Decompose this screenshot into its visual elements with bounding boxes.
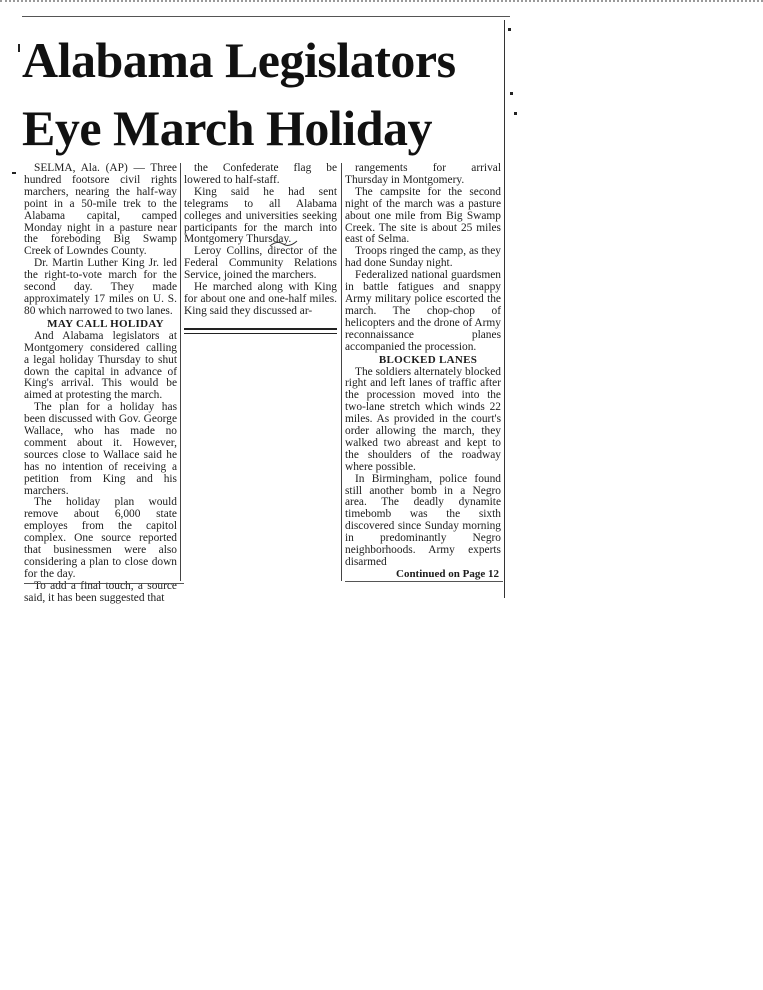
pen-mark xyxy=(269,238,299,248)
margin-mark xyxy=(510,92,513,95)
column-end-rule xyxy=(184,328,337,334)
paragraph: Federalized national guardsmen in battle fatigues and snappy Army military police escorted the march. The chop-chop of helicopters and the drone of Army reconnaissance planes accompanied the procession. xyxy=(345,269,501,353)
clipping-right-border xyxy=(504,20,505,598)
article-column-1 xyxy=(24,163,177,605)
clipping-bottom-rule xyxy=(24,583,184,584)
paragraph: rangements for arrival Thursday in Montgomery. xyxy=(345,162,501,186)
subheading: BLOCKED LANES xyxy=(378,353,478,366)
paragraph: He marched along with King for about one and one-half miles. King said they discussed ar- xyxy=(184,281,337,317)
paragraph: The soldiers alternately blocked right and left lanes of traffic after the procession moved into the two-lane stretch which winds 22 miles. As provided in the court's order allowing the march, they walked two abreast and kept to the shoulders of the roadway where possible. xyxy=(345,365,501,473)
margin-mark xyxy=(514,112,517,115)
subheading: MAY CALL HOLIDAY xyxy=(47,317,164,330)
paragraph: And Alabama legislators at Montgomery considered calling a legal holiday Thursday to shut down the capital in advance of King's arrival. This would be aimed at protesting the march. xyxy=(24,329,177,402)
margin-mark xyxy=(508,28,511,31)
paragraph: The campsite for the second night of the march was a pasture about one mile from Big Swamp Creek. The site is about 25 miles east of Selma. xyxy=(345,185,501,246)
article-headline xyxy=(22,26,502,162)
headline-line-1: Alabama Legislators xyxy=(22,32,456,88)
paragraph: In Birmingham, police found still another bomb in a Negro area. The deadly dynamite timebomb was the sixth discovered since Sunday morning in predominantly Negro neighborhoods. Army experts disarmed xyxy=(345,472,501,568)
paragraph: Dr. Martin Luther King Jr. led the right-to-vote march for the second day. They made approximately 17 miles on U. S. 80 which narrowed to two lanes. xyxy=(24,257,177,317)
paragraph: the Confederate flag be lowered to half-staff. xyxy=(184,162,337,186)
article-column-3 xyxy=(345,163,501,581)
paragraph: Troops ringed the camp, as they had done Sunday night. xyxy=(345,245,501,270)
continued-on-page: Continued on Page 12 xyxy=(396,567,499,580)
column-divider xyxy=(180,163,181,581)
headline-line-2: Eye March Holiday xyxy=(22,100,433,156)
margin-mark xyxy=(18,44,20,52)
paragraph: Leroy Collins, director of the Federal Community Relations Service, joined the marchers. xyxy=(184,245,337,282)
paragraph: To add a final touch, a source said, it has been suggested that xyxy=(24,579,177,604)
paragraph: SELMA, Ala. (AP) — Three hundred footsore civil rights marchers, nearing the half-way point in a 50-mile trek to the Alabama capital, camped Monday night in a pasture near the foreboding Big Swamp Creek of Lowndes County. xyxy=(24,162,177,258)
paragraph: The plan for a holiday has been discussed with Gov. George Wallace, who has made no comment about it. However, sources close to Wallace said he has no intention of receiving a petition from King and his marchers. xyxy=(24,401,177,497)
dotted-page-edge xyxy=(0,0,763,8)
clipping-bottom-rule xyxy=(345,581,503,582)
margin-mark xyxy=(12,172,16,174)
clipping-top-rule xyxy=(22,16,510,17)
article-column-2 xyxy=(184,163,337,318)
paragraph: King said he had sent telegrams to all Alabama colleges and universities seeking participants for the march into Montgomery Thursday. xyxy=(184,185,337,246)
column-divider xyxy=(341,163,342,581)
paragraph: The holiday plan would remove about 6,000 state employes from the capitol complex. One source reported that businessmen were also considering a plan to close down for the day. xyxy=(24,496,177,580)
